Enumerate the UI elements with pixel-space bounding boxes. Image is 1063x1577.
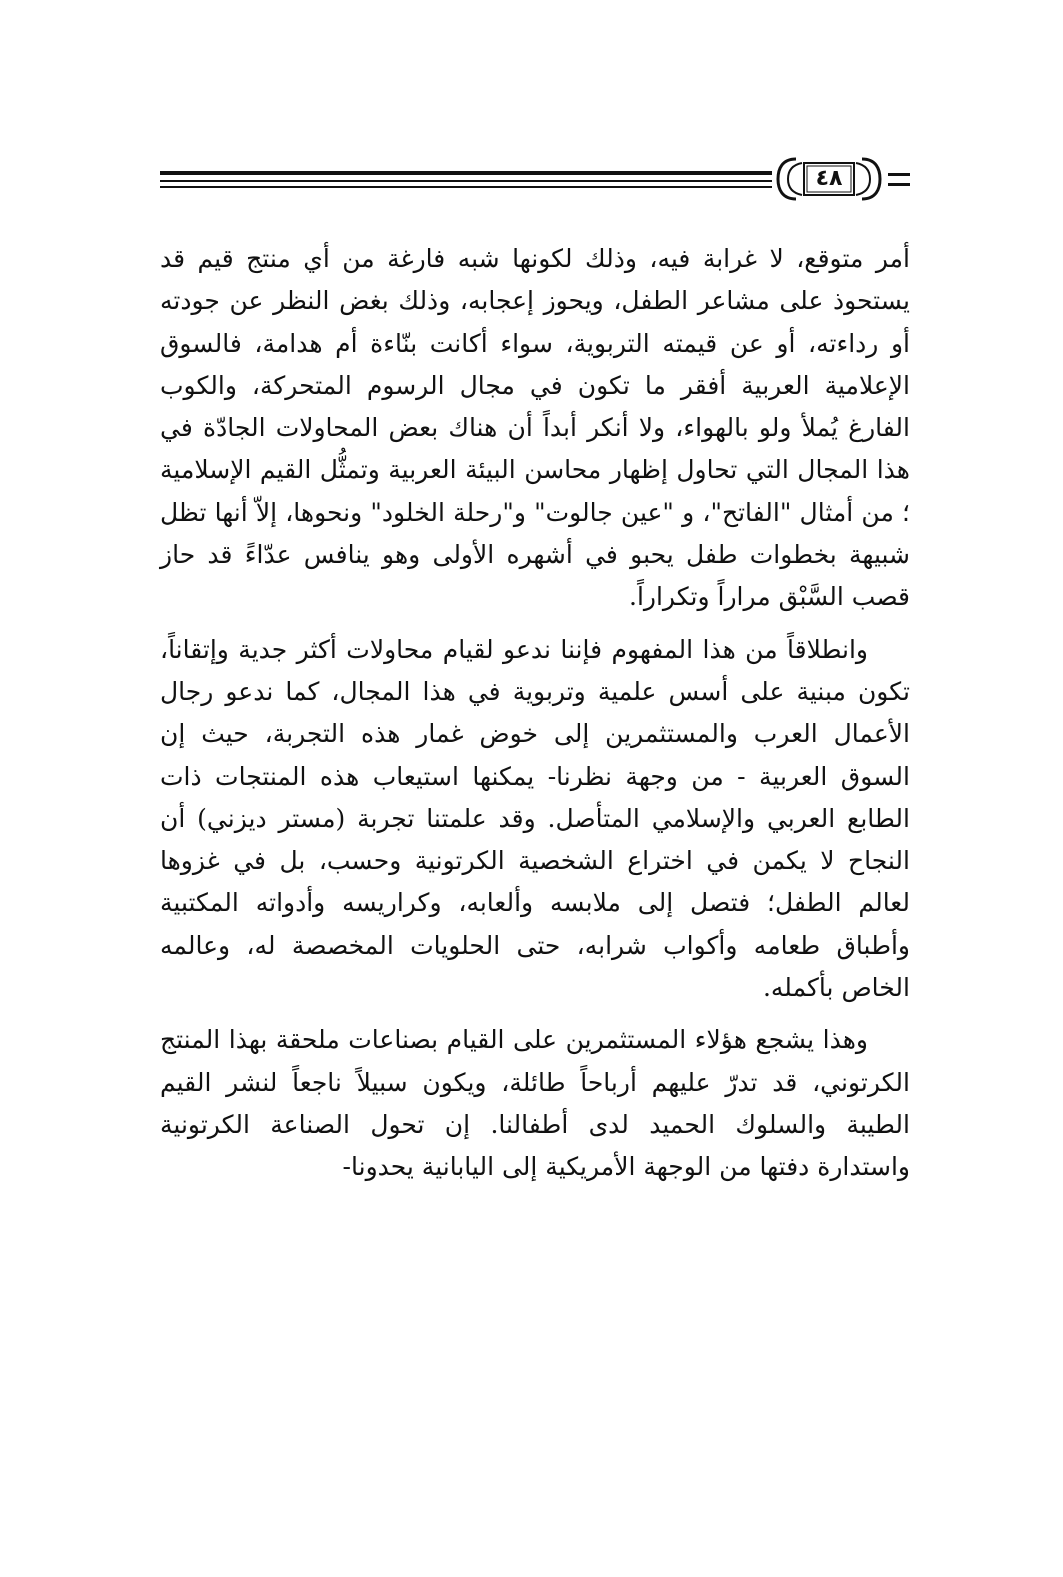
page-number: ٤٨ — [815, 166, 843, 191]
header-rule-short — [888, 173, 910, 176]
header-rule-thick — [160, 171, 772, 175]
page-header — [160, 155, 910, 205]
body-text — [160, 238, 910, 1189]
paragraph-3: وهذا يشجع هؤلاء المستثمرين على القيام بصناعات ملحقة بهذا المنتج الكرتوني، قد تدرّ عليهم أرباحاً طائلة، ويكون سبيلاً ناجعاً لنشر القيم الطيبة والسلوك الحميد لدى أطفالنا. إن تحول الصناعة الكرتونية واستدارة دفتها من الوجهة الأمريكية إلى اليابانية يحدونا- — [160, 1025, 910, 1182]
header-rule-thin — [160, 180, 772, 182]
header-rule-thin-lower — [160, 186, 772, 188]
header-rule-short-lower — [888, 183, 910, 186]
paragraph-2: وانطلاقاً من هذا المفهوم فإننا ندعو لقيام محاولات أكثر جدية وإتقاناً، تكون مبنية على أسس علمية وتربوية في هذا المجال، كما ندعو رجال الأعمال العرب والمستثمرين إلى خوض غمار هذه التجربة، حيث إن السوق العربية - من وجهة نظرنا- يمكنها استيعاب هذه المنتجات ذات الطابع العربي والإسلامي المتأصل. وقد علمتنا تجربة (مستر ديزني) أن النجاح لا يكمن في اختراع الشخصية الكرتونية وحسب، بل في غزوها لعالم الطفل؛ فتصل إلى ملابسه وألعابه، وكراريسه وأدواته المكتبية وأطباق طعامه وأكواب شرابه، حتى الحلويات المخصصة له، وعالمه الخاص بأكمله. — [160, 634, 910, 1003]
paragraph-1: أمر متوقع، لا غرابة فيه، وذلك لكونها شبه فارغة من أي منتج قيم قد يستحوذ على مشاعر الطفل، ويحوز إعجابه، وذلك بغض النظر عن جودته أو رداءته، أو عن قيمته التربوية، سواء أكانت بنّاءة أم هدامة، فالسوق الإعلامية العربية أفقر ما تكون في مجال الرسوم المتحركة، والكوب الفارغ يُملأ ولو بالهواء، ولا أنكر أبداً أن هناك بعض المحاولات الجادّة في هذا المجال التي تحاول إظهار محاسن البيئة العربية وتمثُّل القيم الإسلامية ؛ من أمثال "الفاتح"، و "عين جالوت" و"رحلة الخلود" ونحوها، إلاّ أنها تظل شبيهة بخطوات طفل يحبو في أشهره الأولى وهو ينافس عدّاءً قد حاز قصب السَّبْق مراراً وتكراراً. — [160, 244, 910, 612]
page-number-badge — [774, 155, 884, 203]
